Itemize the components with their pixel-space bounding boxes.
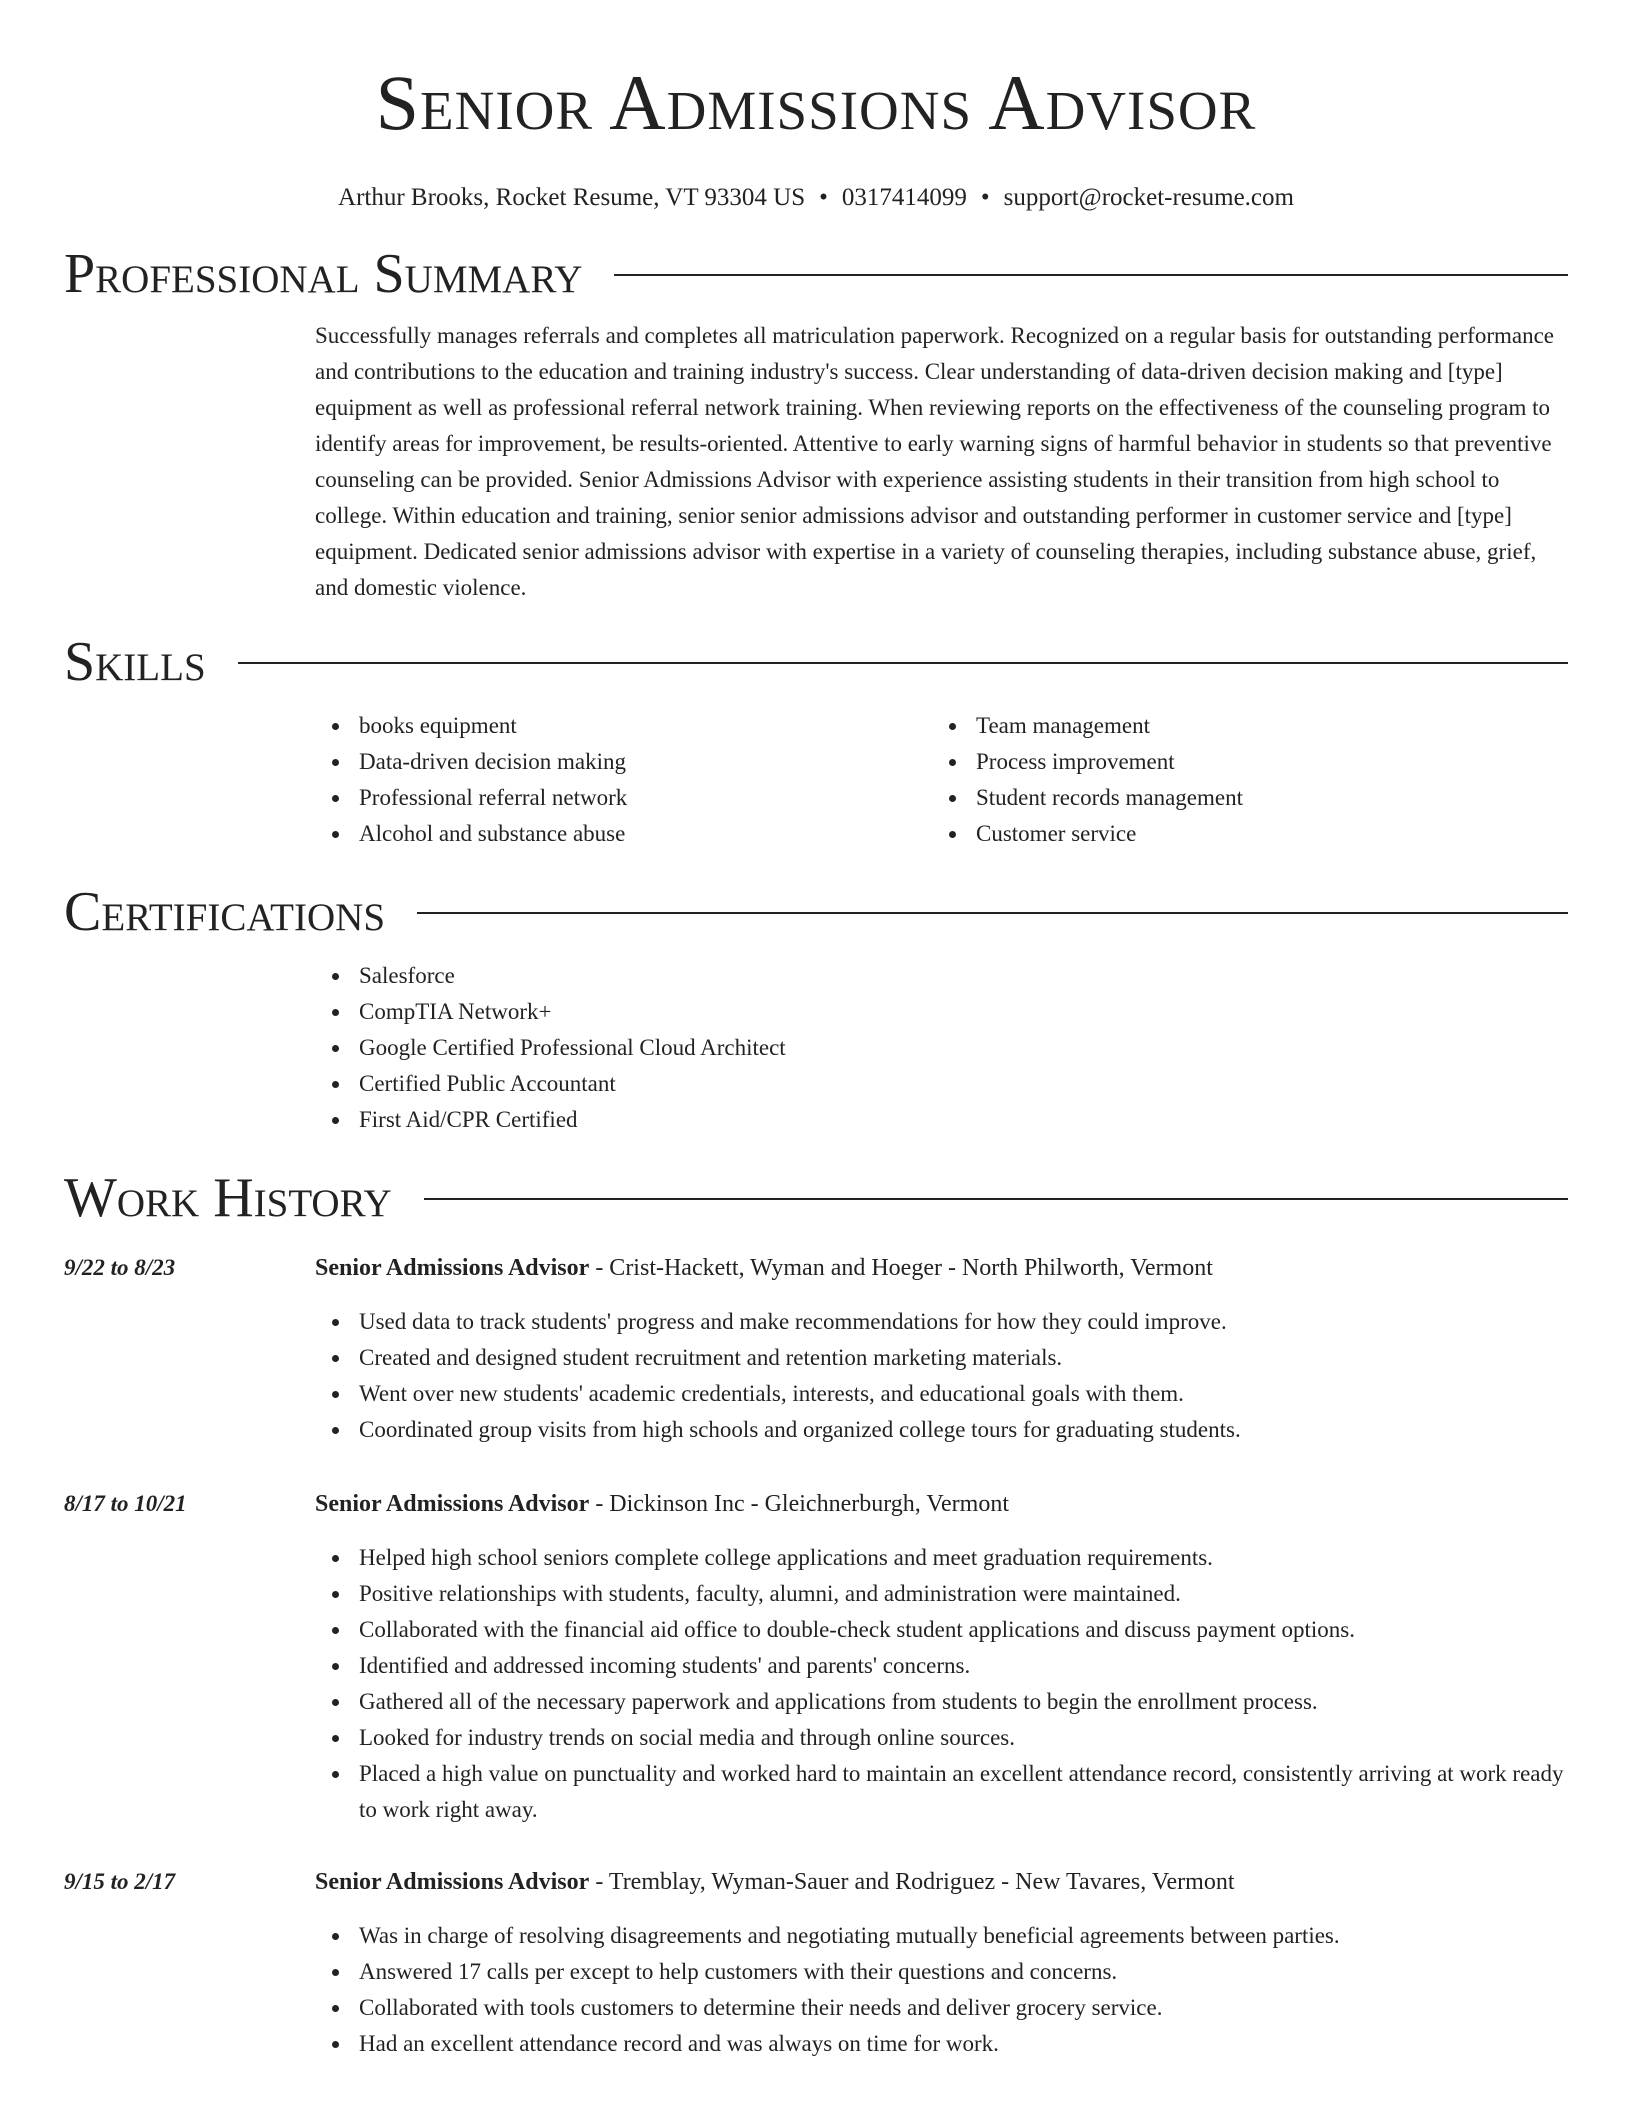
certification-item: Google Certified Professional Cloud Architect bbox=[315, 1030, 1568, 1066]
job-header bbox=[315, 1250, 1568, 1286]
skills-heading: Skills bbox=[64, 631, 206, 693]
contact-address: Arthur Brooks, Rocket Resume, VT 93304 US bbox=[338, 184, 806, 211]
job-bullet: Helped high school seniors complete college applications and meet graduation requirements. bbox=[315, 1540, 1568, 1576]
summary-body bbox=[315, 318, 1568, 606]
job-bullet: Positive relationships with students, faculty, alumni, and administration were maintained. bbox=[315, 1576, 1568, 1612]
job-bullet: Placed a high value on punctuality and worked hard to maintain an excellent attendance record, consistently arriving at work ready to work right away. bbox=[315, 1756, 1568, 1828]
skills-list bbox=[315, 708, 1568, 852]
job-role: Senior Admissions Advisor bbox=[315, 1491, 590, 1517]
section-divider bbox=[238, 662, 1568, 664]
job-dates: 8/17 to 10/21 bbox=[64, 1491, 187, 1516]
section-divider bbox=[417, 912, 1568, 914]
job-entry bbox=[64, 1486, 1568, 1828]
work-heading: Work History bbox=[64, 1167, 392, 1229]
work-section-header bbox=[64, 1166, 1568, 1230]
contact-separator: • bbox=[980, 184, 990, 211]
job-bullet: Was in charge of resolving disagreements and negotiating mutually beneficial agreements between parties. bbox=[315, 1918, 1568, 1954]
job-entry bbox=[64, 1250, 1568, 1448]
job-bullet: Used data to track students' progress and make recommendations for how they could improve. bbox=[315, 1304, 1568, 1340]
skill-item: Customer service bbox=[932, 816, 1549, 852]
skill-item: Data-driven decision making bbox=[315, 744, 932, 780]
contact-email: support@rocket-resume.com bbox=[1003, 184, 1294, 211]
work-history-list bbox=[64, 1250, 1568, 2062]
job-bullet: Had an excellent attendance record and was always on time for work. bbox=[315, 2026, 1568, 2062]
job-bullet: Collaborated with tools customers to determine their needs and deliver grocery service. bbox=[315, 1990, 1568, 2026]
skill-item: Student records management bbox=[932, 780, 1549, 816]
contact-phone: 0317414099 bbox=[841, 184, 967, 211]
job-bullet: Coordinated group visits from high schools and organized college tours for graduating students. bbox=[315, 1412, 1568, 1448]
certification-item: CompTIA Network+ bbox=[315, 994, 1568, 1030]
certification-item: Certified Public Accountant bbox=[315, 1066, 1568, 1102]
job-body bbox=[315, 1250, 1568, 1448]
skill-item: Alcohol and substance abuse bbox=[315, 816, 932, 852]
contact-separator: • bbox=[819, 184, 828, 211]
certification-item: First Aid/CPR Certified bbox=[315, 1102, 1568, 1138]
summary-text: Successfully manages referrals and completes all matriculation paperwork. Recognized on a regular basis for outstanding performance and contributions to the education and training industry's success. Clear understanding of data-driven decision making and [type] equipment as well as professional referral network training. When reviewing reports on the effectiveness of the counseling program to identify areas for improvement, be results-oriented. Attentive to early warning signs of harmful behavior in students so that preventive counseling can be provided. Senior Admissions Advisor with experience assisting students in their transition from high school to college. Within education and training, senior senior admissions advisor and outstanding performer in customer service and [type] equipment. Dedicated senior admissions advisor with expertise in a variety of counseling therapies, including substance abuse, grief, and domestic violence. bbox=[315, 323, 1554, 600]
job-header bbox=[315, 1486, 1568, 1522]
job-body bbox=[315, 1864, 1568, 2062]
job-bullet: Looked for industry trends on social media and through online sources. bbox=[315, 1720, 1568, 1756]
summary-section-header bbox=[64, 242, 1568, 306]
skills-column-right bbox=[932, 708, 1549, 852]
job-header bbox=[315, 1864, 1568, 1900]
job-bullet: Created and designed student recruitment and retention marketing materials. bbox=[315, 1340, 1568, 1376]
job-dates: 9/22 to 8/23 bbox=[64, 1255, 176, 1280]
job-bullet-list bbox=[315, 1918, 1568, 2062]
skill-item: Professional referral network bbox=[315, 780, 932, 816]
job-body bbox=[315, 1486, 1568, 1828]
job-dates: 9/15 to 2/17 bbox=[64, 1869, 176, 1894]
job-bullet: Identified and addressed incoming students' and parents' concerns. bbox=[315, 1648, 1568, 1684]
certifications-body bbox=[315, 958, 1568, 1138]
job-role: Senior Admissions Advisor bbox=[315, 1869, 590, 1895]
contact-line bbox=[64, 182, 1568, 214]
job-role: Senior Admissions Advisor bbox=[315, 1255, 590, 1281]
skills-left-list bbox=[315, 708, 932, 852]
section-divider bbox=[614, 274, 1568, 276]
job-bullet: Collaborated with the financial aid office to double-check student applications and discuss payment options. bbox=[315, 1612, 1568, 1648]
resume-page bbox=[64, 0, 1568, 2062]
certification-item: Salesforce bbox=[315, 958, 1568, 994]
job-bullet-list bbox=[315, 1540, 1568, 1828]
job-company-location: - Dickinson Inc - Gleichnerburgh, Vermont bbox=[589, 1491, 1009, 1517]
skill-item: books equipment bbox=[315, 708, 932, 744]
job-company-location: - Tremblay, Wyman-Sauer and Rodriguez - New Tavares, Vermont bbox=[589, 1869, 1235, 1895]
job-company-location: - Crist-Hackett, Wyman and Hoeger - North Philworth, Vermont bbox=[589, 1255, 1213, 1281]
certifications-heading: Certifications bbox=[64, 881, 386, 943]
summary-heading: Professional Summary bbox=[64, 243, 583, 305]
skill-item: Process improvement bbox=[932, 744, 1549, 780]
job-bullet: Went over new students' academic credentials, interests, and educational goals with them. bbox=[315, 1376, 1568, 1412]
job-entry bbox=[64, 1864, 1568, 2062]
certifications-list bbox=[315, 958, 1568, 1138]
job-bullet: Answered 17 calls per except to help customers with their questions and concerns. bbox=[315, 1954, 1568, 1990]
skills-section-header bbox=[64, 630, 1568, 694]
resume-title: Senior Admissions Advisor bbox=[375, 59, 1257, 146]
section-divider bbox=[424, 1198, 1568, 1200]
job-bullet: Gathered all of the necessary paperwork and applications from students to begin the enrollment process. bbox=[315, 1684, 1568, 1720]
skills-right-list bbox=[932, 708, 1549, 852]
skills-column-left bbox=[315, 708, 932, 852]
skill-item: Team management bbox=[932, 708, 1549, 744]
certifications-section-header bbox=[64, 880, 1568, 944]
job-bullet-list bbox=[315, 1304, 1568, 1448]
